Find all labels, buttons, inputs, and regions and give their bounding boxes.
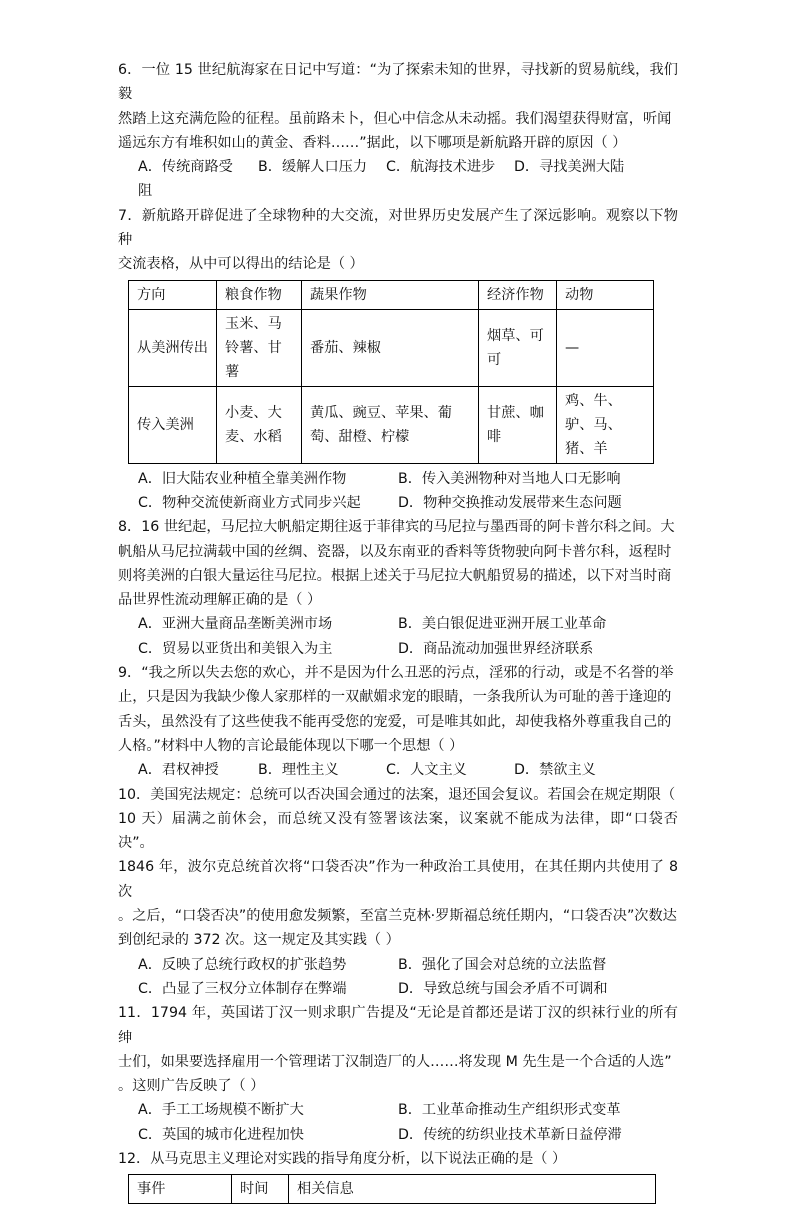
option-a[interactable]: A．旧大陆农业种植全靠美洲作物 xyxy=(138,470,347,487)
table-cell: 从美洲传出 xyxy=(129,309,217,386)
table-cell: 番茄、辣椒 xyxy=(302,309,479,386)
question-9-line-2: 止，只是因为我缺少像人家那样的一双献媚求宠的眼睛，一条我所认为可耻的善于逢迎的 xyxy=(118,689,672,706)
option-d[interactable]: D．导致总统与国会矛盾不可调和 xyxy=(398,980,608,997)
question-10-line-5: 到创纪录的 372 次。这一规定及其实践（ ） xyxy=(118,932,400,949)
option-d[interactable]: D．寻找美洲大陆 xyxy=(514,159,625,176)
option-d[interactable]: D．商品流动加强世界经济联系 xyxy=(398,640,594,657)
option-d[interactable]: D．物种交换推动发展带来生态问题 xyxy=(398,494,622,511)
question-11 xyxy=(118,1001,678,1147)
question-10-options-row-1 xyxy=(118,953,678,977)
question-6-line-2: 然踏上这充满危险的征程。虽前路未卜，但心中信念从未动摇。我们渴望获得财富，听闻 xyxy=(118,110,672,127)
option-c[interactable]: C．英国的城市化进程加快 xyxy=(138,1126,304,1143)
question-11-options-row-1 xyxy=(118,1098,678,1122)
question-9-line-4: 人格。”材料中人物的言论最能体现以下哪一个思想（ ） xyxy=(118,737,464,754)
events-table xyxy=(128,1174,656,1204)
question-7-line-2: 交流表格，从中可以得出的结论是（ ） xyxy=(118,256,364,273)
option-c[interactable]: C．航海技术进步 xyxy=(386,159,496,176)
option-c[interactable]: C．凸显了三权分立体制存在弊端 xyxy=(138,980,347,997)
question-8-line-1: 8．16 世纪起，马尼拉大帆船定期往返于菲律宾的马尼拉与墨西哥的阿卡普尔科之间。大 xyxy=(118,519,675,536)
option-c[interactable]: C．物种交流使新商业方式同步兴起 xyxy=(138,494,361,511)
question-8-options-row-1 xyxy=(118,612,678,636)
question-10-line-1: 10．美国宪法规定：总统可以否决国会通过的法案，退还国会复议。若国会在规定期限（ xyxy=(118,786,676,803)
question-12 xyxy=(118,1147,678,1204)
question-10-options-row-2 xyxy=(118,977,678,1001)
questions-column xyxy=(118,58,678,1207)
table-header-cell: 事件 xyxy=(129,1175,232,1204)
table-header-row xyxy=(129,280,654,309)
question-7-line-1: 7．新航路开辟促进了全球物种的大交流，对世界历史发展产生了深远影响。观察以下物种 xyxy=(118,207,678,249)
option-a[interactable]: A．传统商路受阻 xyxy=(138,159,233,200)
table-cell: 黄瓜、豌豆、苹果、葡萄、甜橙、柠檬 xyxy=(302,386,479,463)
option-a[interactable]: A．手工工场规模不断扩大 xyxy=(138,1102,304,1119)
question-11-line-2: 士们，如果要选择雇用一个管理诺丁汉制造厂的人……将发现 M 先生是一个合适的人选” xyxy=(118,1053,672,1070)
option-a[interactable]: A．君权神授 xyxy=(138,762,219,779)
option-c[interactable]: C．贸易以亚货出和美银入为主 xyxy=(138,640,333,657)
table-cell: 玉米、马铃薯、甘薯 xyxy=(217,309,302,386)
table-cell: — xyxy=(557,309,654,386)
table-header-cell: 相关信息 xyxy=(289,1175,656,1204)
table-cell: 鸡、牛、驴、马、猪、羊 xyxy=(557,386,654,463)
question-6 xyxy=(118,58,678,204)
question-9 xyxy=(118,661,678,782)
question-9-options xyxy=(118,758,678,782)
question-8-line-2: 帆船从马尼拉满载中国的丝绸、瓷器，以及东南亚的香料等货物驶向阿卡普尔科，返程时 xyxy=(118,543,672,560)
question-10-line-4: 。之后，“口袋否决”的使用愈发频繁，至富兰克林·罗斯福总统任期内，“口袋否决”次数达 xyxy=(118,908,677,925)
table-header-cell: 时间 xyxy=(232,1175,289,1204)
question-7-options-row-2 xyxy=(118,491,678,515)
table-cell: 传入美洲 xyxy=(129,386,217,463)
question-8-options-row-2 xyxy=(118,637,678,661)
question-6-line-1: 6．一位 15 世纪航海家在日记中写道：“为了探索未知的世界，寻找新的贸易航线，我们毅 xyxy=(118,62,678,103)
table-header-cell: 方向 xyxy=(129,280,217,309)
question-6-line-3: 遥远东方有堆积如山的黄金、香料……”据此，以下哪项是新航路开辟的原因（ ） xyxy=(118,134,627,151)
option-a[interactable]: A．亚洲大量商品垄断美洲市场 xyxy=(138,616,333,633)
option-b[interactable]: B．理性主义 xyxy=(258,762,339,779)
option-b[interactable]: B．缓解人口压力 xyxy=(258,159,368,176)
option-b[interactable]: B．工业革命推动生产组织形式变革 xyxy=(398,1102,621,1119)
table-row xyxy=(129,386,654,463)
table-row xyxy=(129,309,654,386)
option-c[interactable]: C．人文主义 xyxy=(386,762,467,779)
question-8-line-4: 品世界性流动理解正确的是（ ） xyxy=(118,592,322,609)
question-8-line-3: 则将美洲的白银大量运往马尼拉。根据上述关于马尼拉大帆船贸易的描述，以下对当时商 xyxy=(118,567,672,584)
question-9-line-1: 9．“我之所以失去您的欢心，并不是因为什么丑恶的污点，淫邪的行动，或是不名誉的举 xyxy=(118,665,674,682)
table-header-cell: 粮食作物 xyxy=(217,280,302,309)
question-7 xyxy=(118,204,678,515)
question-9-line-3: 舌头，虽然没有了这些使我不能再受您的宠爱，可是唯其如此，却使我格外尊重我自己的 xyxy=(118,713,672,730)
table-cell: 烟草、可可 xyxy=(479,309,557,386)
table-header-cell: 蔬果作物 xyxy=(302,280,479,309)
question-12-line-1: 12．从马克思主义理论对实践的指导角度分析，以下说法正确的是（ ） xyxy=(118,1150,567,1167)
table-header-cell: 经济作物 xyxy=(479,280,557,309)
table-cell: 小麦、大麦、水稻 xyxy=(217,386,302,463)
table-header-row xyxy=(129,1175,656,1204)
option-b[interactable]: B．美白银促进亚洲开展工业革命 xyxy=(398,616,607,633)
option-a[interactable]: A．反映了总统行政权的扩张趋势 xyxy=(138,956,347,973)
option-d[interactable]: D．传统的纺织业技术革新日益停滞 xyxy=(398,1126,622,1143)
species-exchange-table xyxy=(128,280,654,464)
question-11-options-row-2 xyxy=(118,1123,678,1147)
option-d[interactable]: D．禁欲主义 xyxy=(514,762,596,779)
question-10 xyxy=(118,783,678,1002)
option-b[interactable]: B．强化了国会对总统的立法监督 xyxy=(398,956,607,973)
question-7-options-row-1 xyxy=(118,467,678,491)
question-10-line-3: 1846 年，波尔克总统首次将“口袋否决”作为一种政治工具使用，在其任期内共使用了 8 次 xyxy=(118,859,678,900)
table-header-cell: 动物 xyxy=(557,280,654,309)
question-10-line-2: 10 天）届满之前休会，而总统又没有签署该法案，议案就不能成为法律，即“口袋否决”。 xyxy=(118,810,678,852)
question-8 xyxy=(118,515,678,661)
question-11-line-1: 11．1794 年，英国诺丁汉一则求职广告提及“无论是首都还是诺丁汉的织袜行业的所有绅 xyxy=(118,1005,678,1046)
question-11-line-3: 。这则广告反映了（ ） xyxy=(118,1078,265,1095)
option-b[interactable]: B．传入美洲物种对当地人口无影响 xyxy=(398,470,621,487)
question-6-options xyxy=(118,155,678,204)
table-cell: 甘蔗、咖啡 xyxy=(479,386,557,463)
